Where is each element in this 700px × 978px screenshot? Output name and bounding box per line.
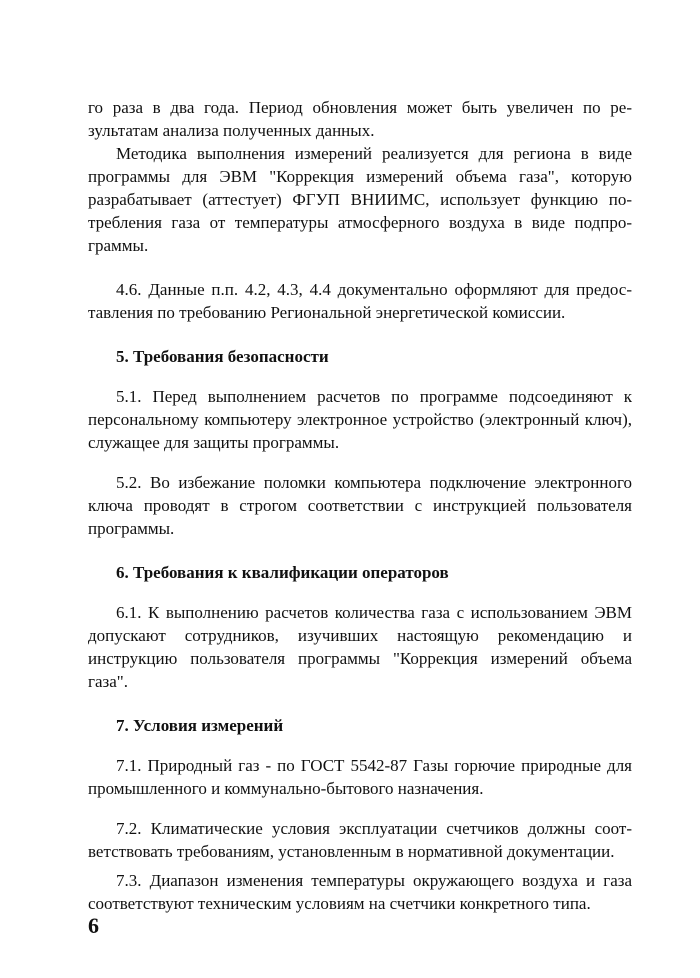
section-heading-7: 7. Условия измерений [116,716,284,735]
document-page [88,96,632,915]
page-number: 6 [88,913,99,938]
paragraph-7-1: 7.1. Природный газ - по ГОСТ 5542-87 Газы горючие природные для промышленного и коммунально-бытового назначения. [88,756,632,798]
paragraph-7-3: 7.3. Диапазон изменения температуры окружающего воздуха и газа соответствуют техническим условиям на счетчики конкретного типа. [88,871,632,913]
paragraph-methodology: Методика выполнения измерений реализуется для региона в виде программы для ЭВМ "Коррекция измерений объема газа", которую разрабатывает (аттестует) ФГУП ВНИИМС, использует функцию потребления газа от температуры атмосферного воздуха в виде подпрограммы. [88,144,632,255]
paragraph-4-6: 4.6. Данные п.п. 4.2, 4.3, 4.4 документально оформляют для предоставления по требованию Региональной энергетической комиссии. [88,280,632,322]
paragraph-continuation: го раза в два года. Период обновления может быть увеличен по результатам анализа полученных данных. [88,98,632,140]
paragraph-5-2: 5.2. Во избежание поломки компьютера подключение электронного ключа проводят в строгом соответствии с инструкцией пользователя программы. [88,473,632,538]
paragraph-5-1: 5.1. Перед выполнением расчетов по программе подсоединяют к персональному компьютеру электронное устройство (электронный ключ), служащее для защиты программы. [88,387,632,452]
paragraph-7-2: 7.2. Климатические условия эксплуатации счетчиков должны соответствовать требованиям, установленным в нормативной документации. [88,819,632,861]
paragraph-6-1: 6.1. К выполнению расчетов количества газа с использованием ЭВМ допускают сотрудников, изучивших настоящую рекомендацию и инструкцию пользователя программы "Коррекция измерений объема газа". [88,603,632,691]
section-heading-6: 6. Требования к квалификации операторов [116,563,449,582]
section-heading-5: 5. Требования безопасности [116,347,329,366]
